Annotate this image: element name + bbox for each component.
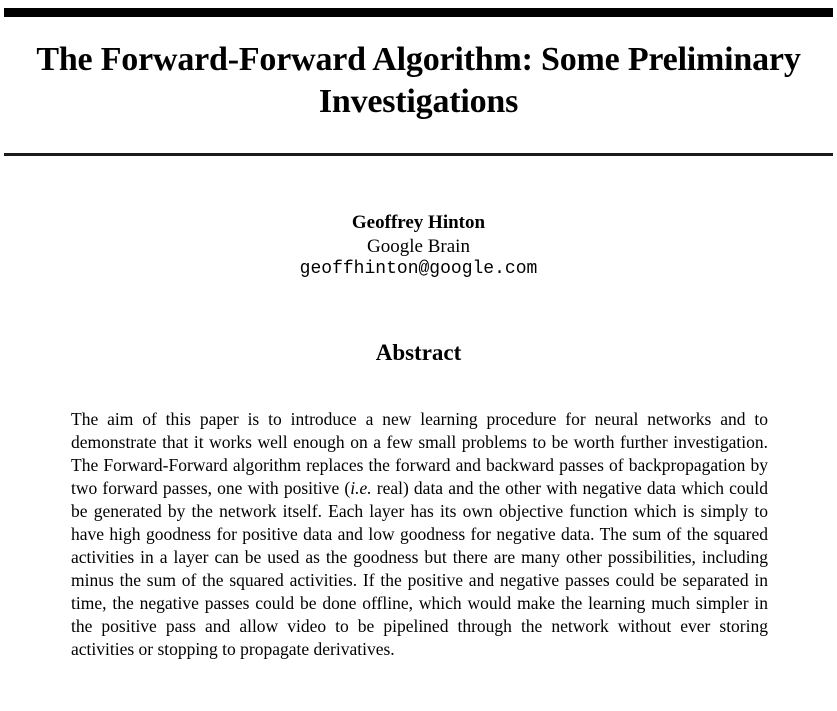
abstract-text-segment-after: real) data and the other with negative data which could be generated by the network itself. Each layer has its own objective function which is simply to have high goodness for positive data and low goodness for negative data. The sum of the squared activities in a layer can be used as the goodness but there are many other possibilities, including minus the sum of the squared activities. If the positive and negative passes could be separated in time, the negative passes could be done offline, which would make the learning much simpler in the positive pass and allow video to be pipelined through the network without ever storing activities or stopping to propagate derivatives. <box>71 478 768 659</box>
author-name: Geoffrey Hinton <box>351 212 486 233</box>
top-rule <box>4 8 833 17</box>
title-divider-rule <box>4 153 833 156</box>
abstract-italic-abbreviation: i.e. <box>350 478 372 498</box>
author-block <box>0 211 837 282</box>
abstract-text-segment-before: The aim of this paper is to introduce a new learning procedure for neural networks and to demonstrate that it works well enough on a few small problems to be worth further investigation. The Forward-Forward algorithm replaces the forward and backward passes of backpropagation by two forward passes, one with positive ( <box>71 409 768 498</box>
author-affiliation: Google Brain <box>367 235 470 257</box>
author-email: geoffhinton@google.com <box>299 259 538 279</box>
abstract-body <box>71 408 768 661</box>
abstract-heading: Abstract <box>375 340 462 365</box>
paper-title: The Forward-Forward Algorithm: Some Preliminary Investigations <box>36 41 801 120</box>
